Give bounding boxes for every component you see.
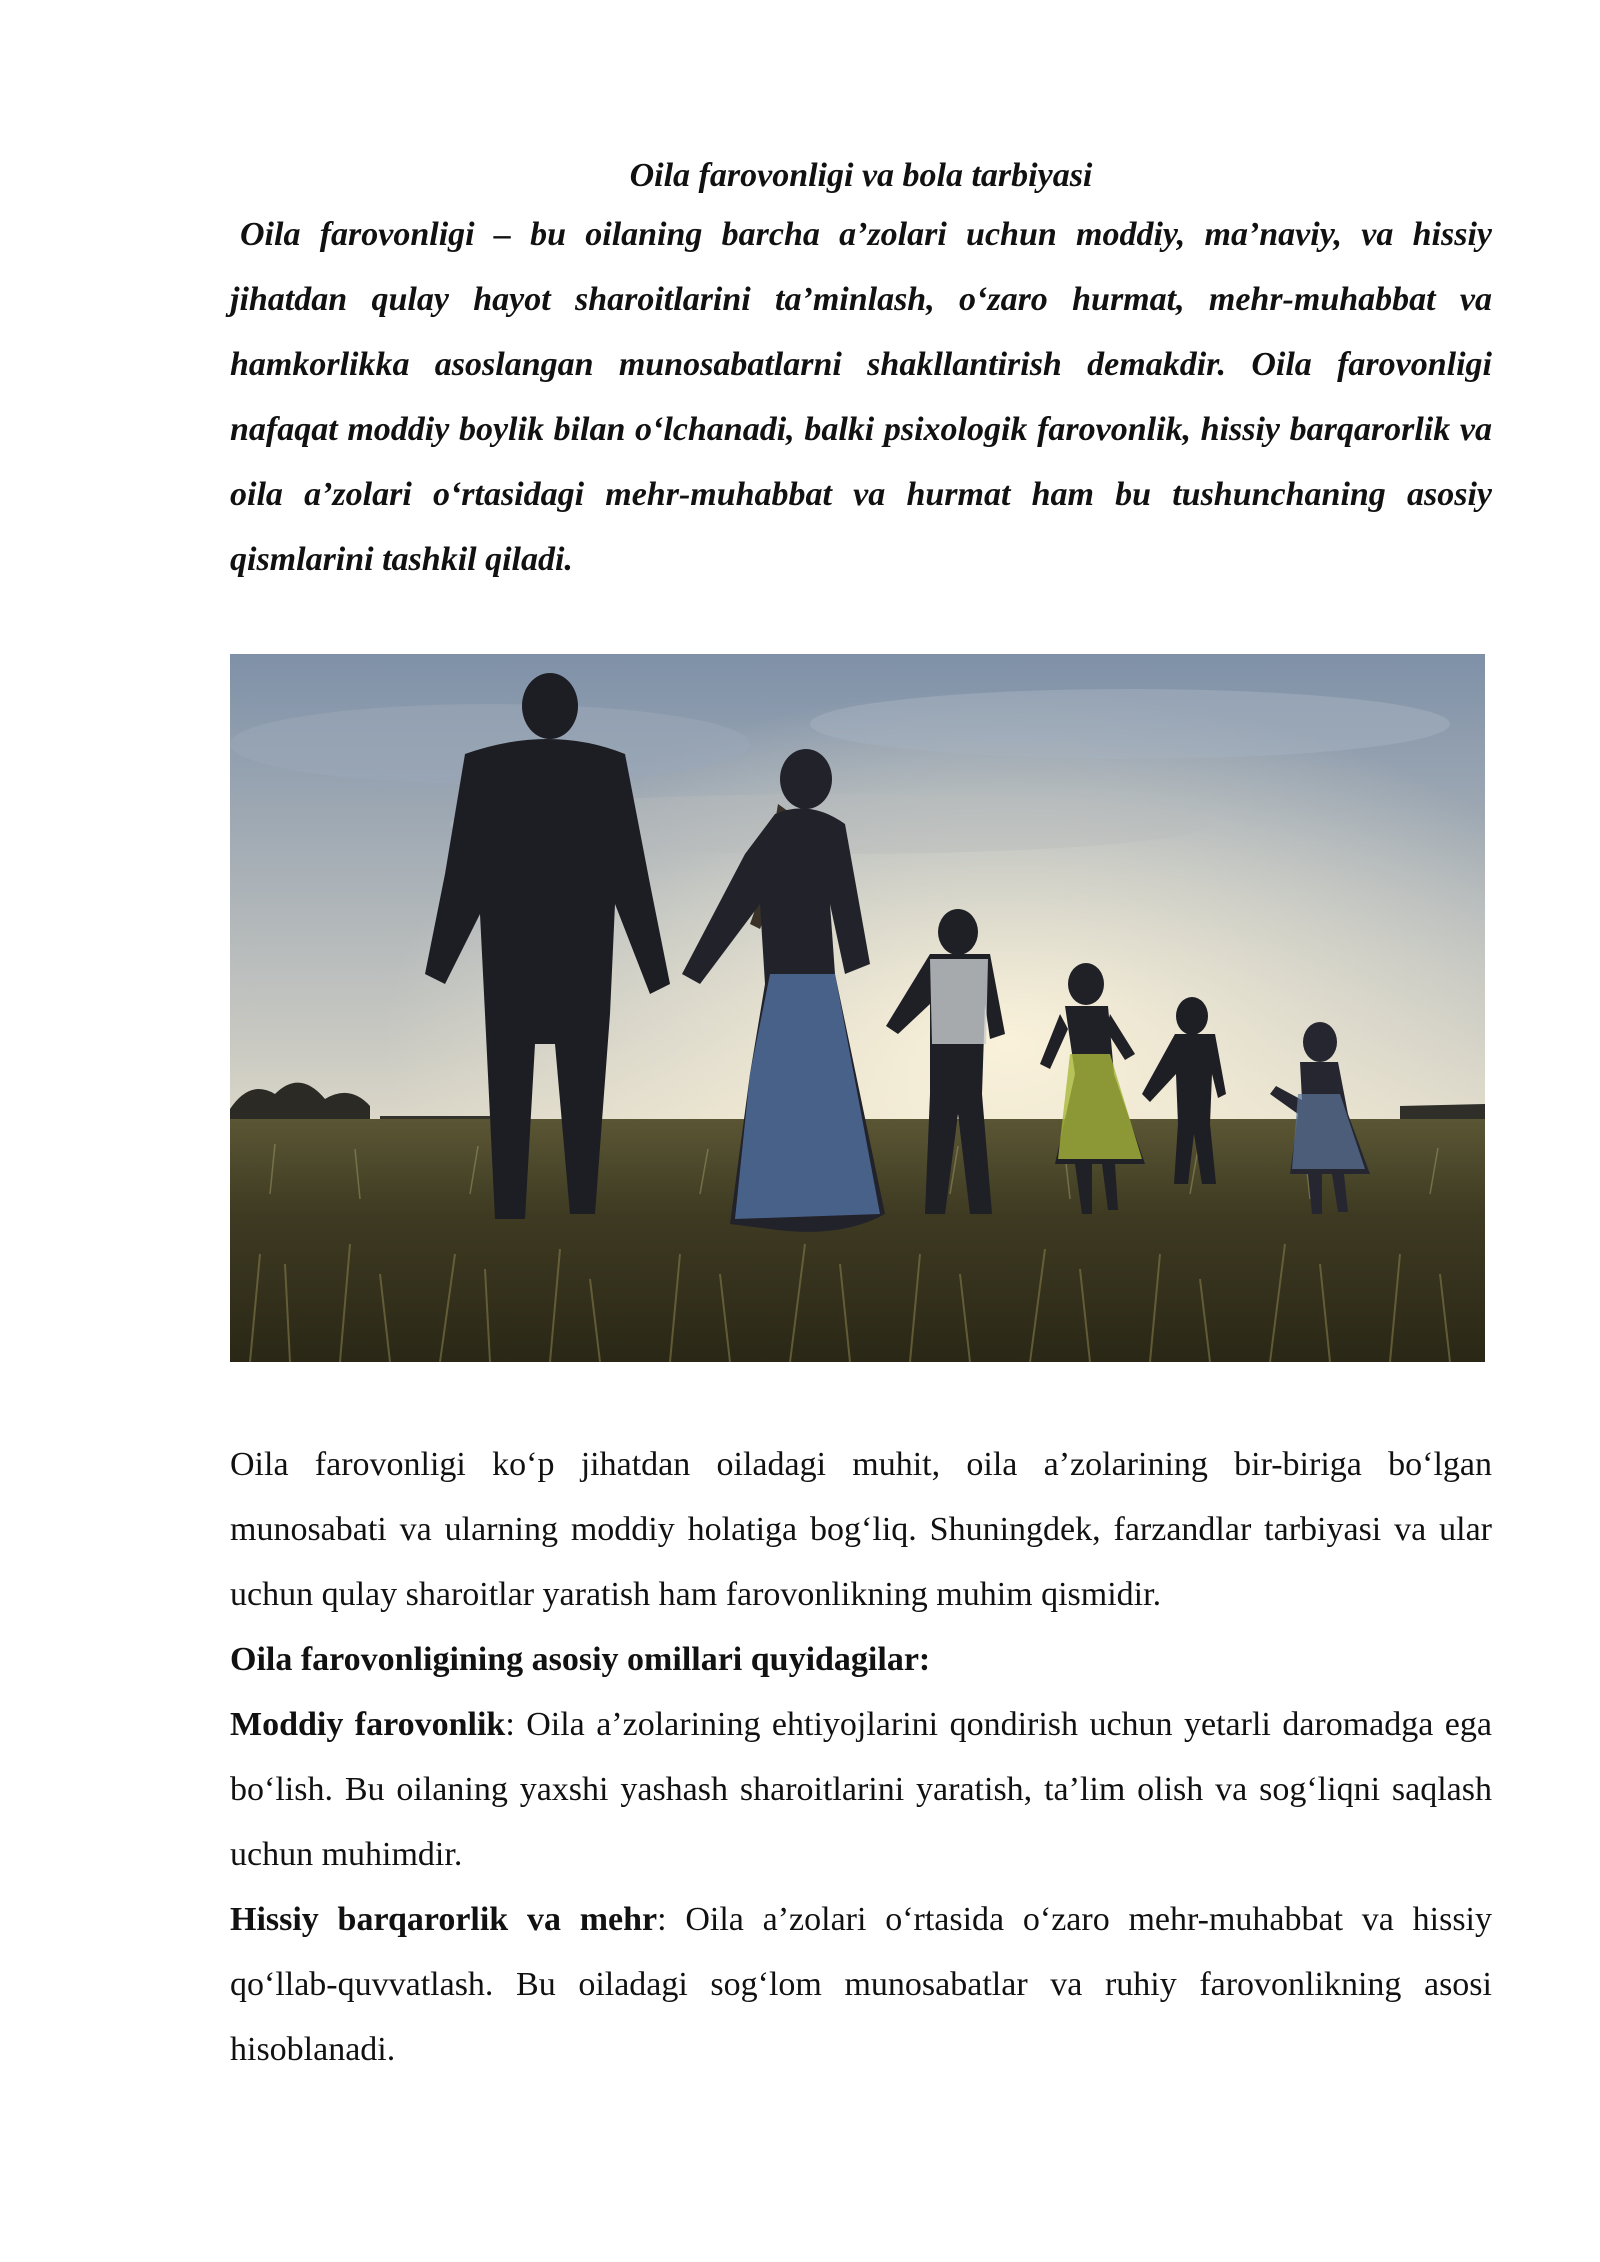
family-photo-illustration bbox=[230, 654, 1485, 1362]
factor-material-term: Moddiy farovonlik bbox=[230, 1706, 506, 1743]
factor-emotional-paragraph bbox=[230, 1887, 1492, 2082]
factor-material-text: : Oila a’zolarining ehtiyojlarini qondirish uchun yetarli daromadga ega bo‘lish. Bu oilaning yaxshi yashash sharoitlarini yaratish, ta’lim olish va sog‘liqni saqlash uchun muhimdir. bbox=[230, 1706, 1492, 1873]
factors-heading: Oila farovonligining asosiy omillari quyidagilar: bbox=[230, 1641, 931, 1678]
paragraph-environment: Oila farovonligi ko‘p jihatdan oiladagi muhit, oila a’zolarining bir-biriga bo‘lgan munosabati va ularning moddiy holatiga bog‘liq. Shuningdek, farzandlar tarbiyasi va ular uchun qulay sharoitlar yaratish ham farovonlikning muhim qismidir. bbox=[230, 1446, 1492, 1613]
document-page bbox=[230, 150, 1492, 2082]
intro-paragraph: Oila farovonligi – bu oilaning barcha a’zolari uchun moddiy, ma’naviy, va hissiy jihatdan qulay hayot sharoitlarini ta’minlash, o‘zaro hurmat, mehr-muhabbat va hamkorlikka asoslangan munosabatlarni shakllantirish demakdir. Oila farovonligi nafaqat moddiy boylik bilan o‘lchanadi, balki psixologik farovonlik, hissiy barqarorlik va oila a’zolari o‘rtasidagi mehr-muhabbat va hurmat ham bu tushunchaning asosiy qismlarini tashkil qiladi. bbox=[230, 216, 1492, 578]
document-title: Oila farovonligi va bola tarbiyasi bbox=[629, 157, 1093, 194]
family-silhouette-photo bbox=[230, 654, 1485, 1362]
factor-emotional-text: : Oila a’zolari o‘rtasida o‘zaro mehr-muhabbat va hissiy qo‘llab-quvvatlash. Bu oiladagi sog‘lom munosabatlar va ruhiy farovonlikning asosi hisoblanadi. bbox=[230, 1901, 1492, 2068]
factor-emotional-term: Hissiy barqarorlik va mehr bbox=[230, 1901, 658, 1938]
factor-material-paragraph bbox=[230, 1692, 1492, 1887]
